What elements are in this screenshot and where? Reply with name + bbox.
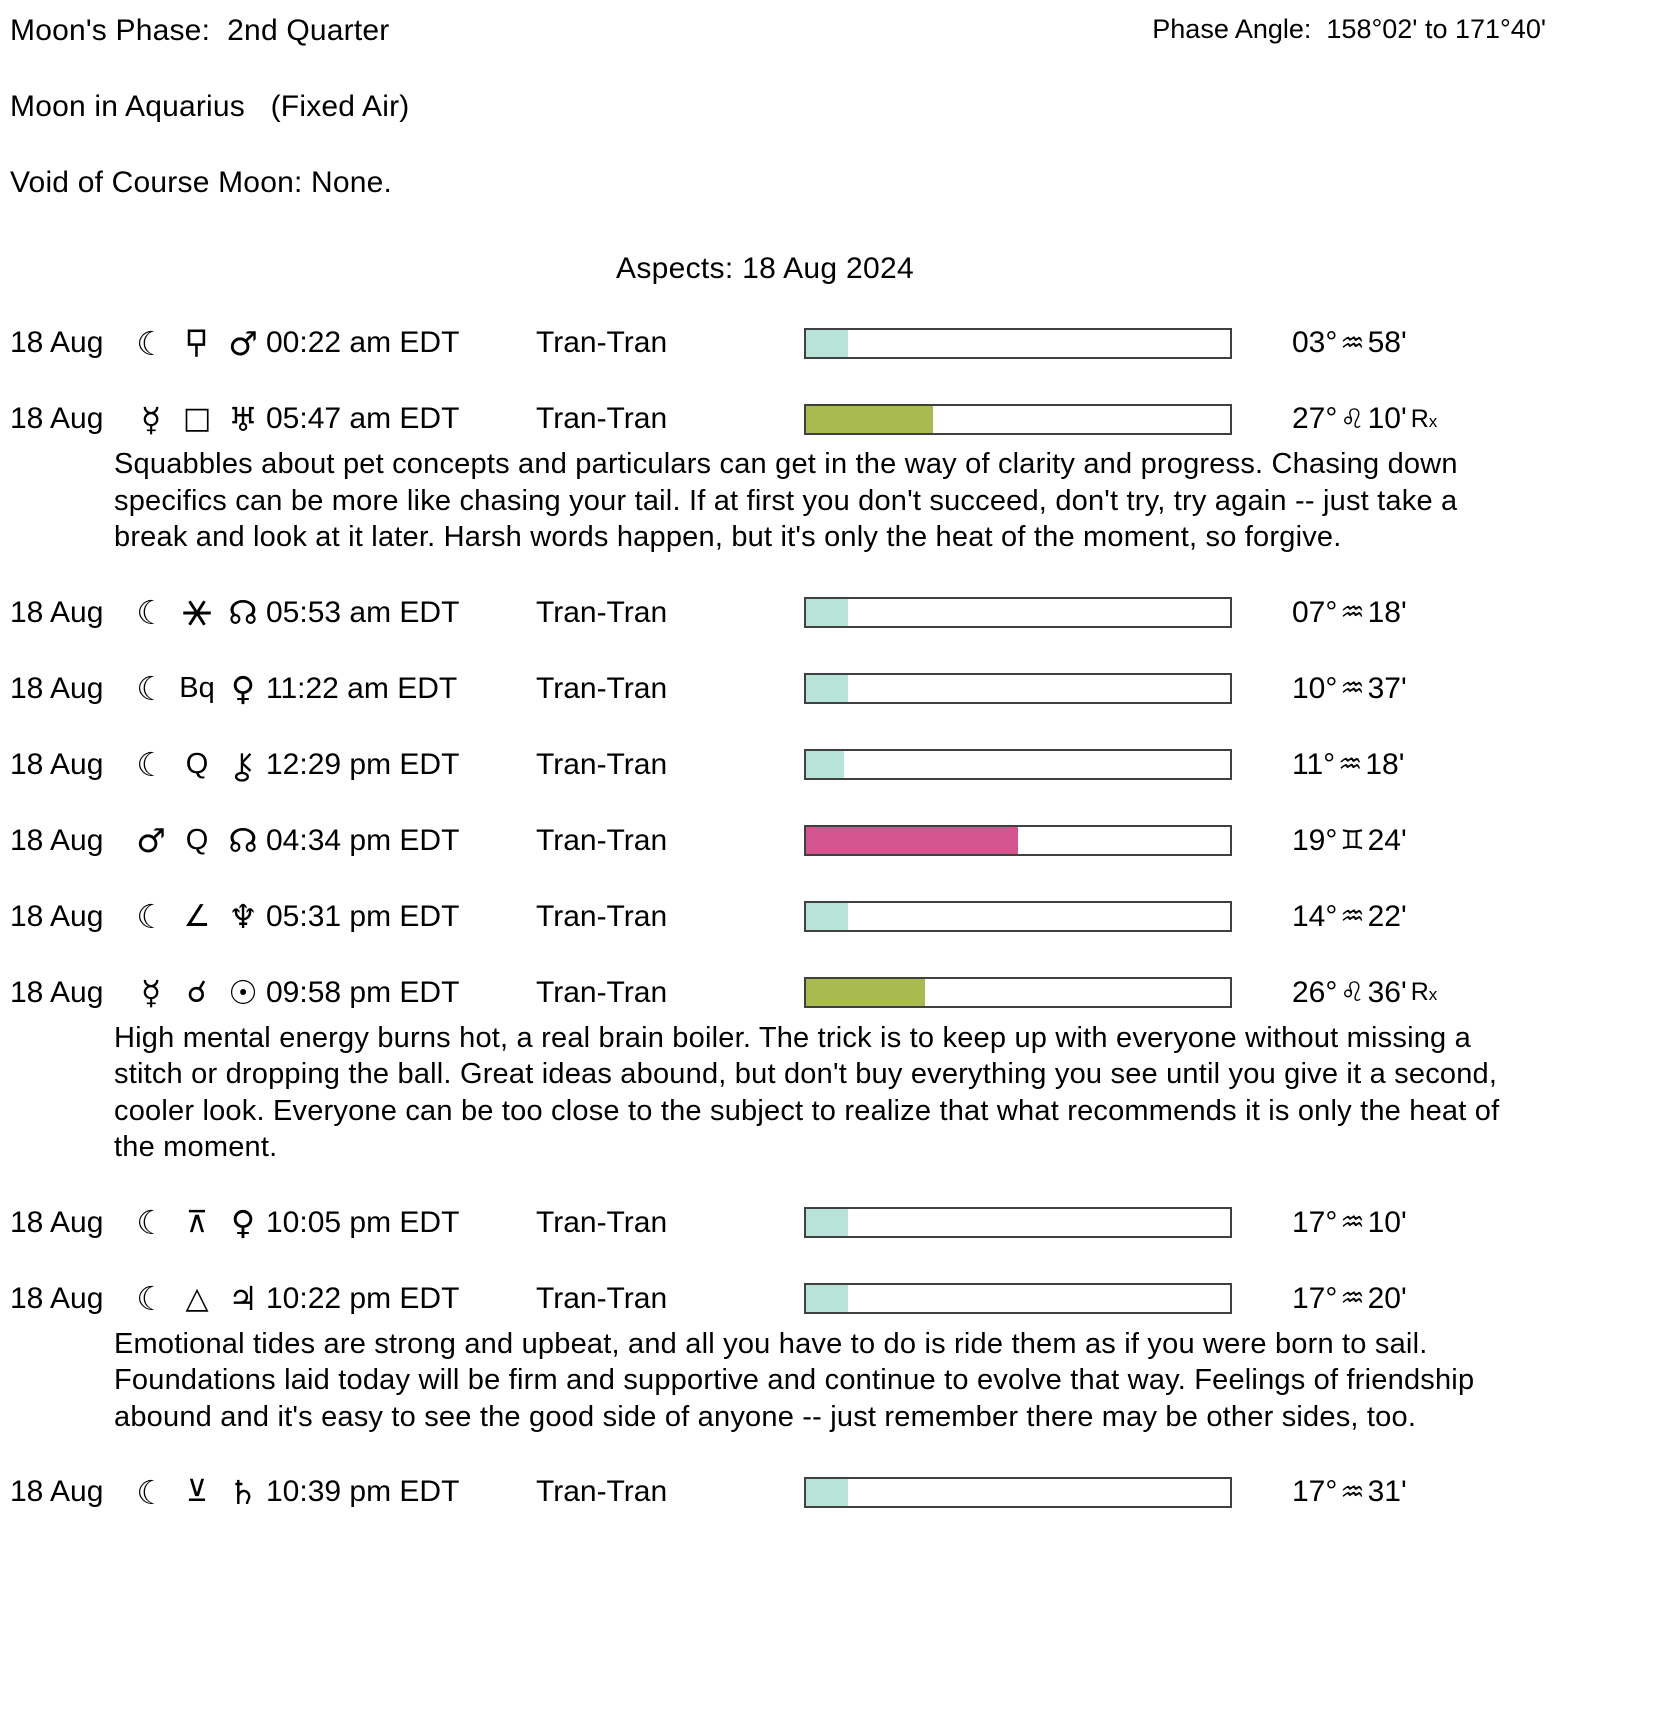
north-node-icon: ☊: [228, 593, 258, 632]
venus-icon: ♀: [230, 1203, 256, 1242]
retrograde-icon-sub: x: [1428, 985, 1438, 1004]
position-minutes: 18': [1365, 747, 1405, 781]
orb-progress-bar: [804, 1283, 1232, 1314]
position-minutes: 22': [1367, 899, 1407, 933]
aspect-entry: [10, 1473, 1520, 1511]
uranus-icon: ♅: [228, 399, 258, 439]
aspect-date: 18 Aug: [10, 899, 104, 933]
orb-progress-fill: [806, 751, 844, 778]
aspect-date: 18 Aug: [10, 595, 104, 629]
position-degrees: 17°: [1292, 1205, 1338, 1239]
aspect-date: 18 Aug: [10, 1281, 104, 1315]
aspect-position: [1292, 1206, 1407, 1240]
north-node-icon: ☊: [228, 821, 258, 860]
orb-progress-fill: [806, 903, 848, 930]
position-minutes: 58': [1367, 326, 1407, 359]
neptune-icon: ♆: [228, 897, 258, 936]
aspect-time: 11:22 am EDT: [266, 671, 458, 705]
mars-icon: ♂: [228, 323, 258, 363]
aspect-row: [10, 898, 1520, 936]
aspect-glyphs: [128, 1279, 266, 1318]
aspect-time: 05:53 am EDT: [266, 595, 460, 629]
retrograde-icon: Rx: [1410, 404, 1438, 433]
aspect-row: [10, 324, 1520, 362]
jupiter-icon: ♃: [228, 1279, 258, 1318]
orb-progress-fill: [806, 1479, 848, 1506]
position-minutes: 24': [1367, 823, 1407, 857]
aspect-date: 18 Aug: [10, 823, 104, 857]
position-minutes: 10': [1367, 1205, 1407, 1239]
aspect-glyphs: [128, 323, 266, 363]
position-minutes: 31': [1367, 1475, 1407, 1508]
aspect-time: 09:58 pm EDT: [266, 975, 460, 1009]
position-minutes: 18': [1367, 595, 1407, 629]
void-of-course-line: Void of Course Moon: None.: [10, 166, 393, 199]
aspect-glyphs: [128, 669, 266, 708]
aspect-type: Tran-Tran: [536, 1281, 668, 1315]
aspect-type: Tran-Tran: [536, 1475, 668, 1508]
aspect-entry: [10, 746, 1520, 784]
aspect-time: 10:22 pm EDT: [266, 1281, 460, 1315]
biquintile-icon: Bq: [179, 672, 215, 704]
retrograde-icon: Rx: [1410, 978, 1438, 1006]
orb-progress-fill: [806, 1285, 848, 1312]
aspect-row: [10, 594, 1520, 632]
aquarius-icon: ♒: [1340, 1283, 1365, 1314]
aspect-entry: [10, 324, 1520, 362]
moon-icon: ☾: [136, 1279, 166, 1318]
moon-sign-line: Moon in Aquarius (Fixed Air): [10, 90, 410, 123]
aquarius-icon: ♒: [1340, 1207, 1365, 1238]
aspect-type: Tran-Tran: [536, 402, 668, 435]
position-degrees: 10°: [1292, 671, 1338, 705]
moon-icon: ☾: [136, 323, 166, 363]
aspect-note: Emotional tides are strong and upbeat, and all you have to do is ride them as if you were born to sail. Foundations laid today will be firm and supportive and continue to evolve that way. Feelings of friendship abound and it's easy to see the good side of anyone -- just remember there may be other sides, too.: [114, 1327, 1475, 1433]
aquarius-icon: ♒: [1338, 749, 1363, 780]
aspect-time: 00:22 am EDT: [266, 326, 460, 359]
orb-progress-bar: [804, 901, 1232, 932]
position-degrees: 27°: [1292, 402, 1338, 435]
aspect-row: [10, 400, 1520, 438]
aspect-note: Squabbles about pet concepts and particulars can get in the way of clarity and progress. Chasing down specifics can be more like chasing your tail. If at first you don't succeed, don't try, try again -- just take a break and look at it later. Harsh words happen, but it's only the heat of the moment, so forgive.: [114, 448, 1458, 553]
aspect-entry: [10, 670, 1520, 708]
orb-progress-fill: [806, 406, 933, 433]
aspect-date: 18 Aug: [10, 1475, 104, 1508]
moon-icon: ☾: [136, 1472, 166, 1512]
aspect-row: [10, 1204, 1520, 1242]
orb-progress-fill: [806, 599, 848, 626]
aspect-entry: [10, 974, 1520, 1166]
aspect-glyphs: [128, 973, 266, 1012]
orb-progress-bar: [804, 825, 1232, 856]
moon-icon: ☾: [136, 745, 166, 784]
aspect-time: 12:29 pm EDT: [266, 747, 460, 781]
aspect-position: [1292, 824, 1407, 858]
aspect-position: [1292, 596, 1407, 630]
mars-icon: ♂: [136, 821, 166, 860]
aspect-position: [1292, 326, 1407, 360]
aspect-date: 18 Aug: [10, 326, 104, 359]
aspect-glyphs: [128, 399, 266, 439]
aspects-title: Aspects: 18 Aug 2024: [616, 252, 914, 285]
aspect-position: [1292, 1282, 1407, 1316]
aspect-row: [10, 670, 1520, 708]
aspect-date: 18 Aug: [10, 975, 104, 1009]
mercury-icon: ☿: [140, 973, 162, 1012]
aspect-glyphs: [128, 821, 266, 860]
orb-progress-bar: [804, 1207, 1232, 1238]
square-icon: □: [182, 401, 212, 436]
sesquiquadrate-icon: [174, 326, 220, 360]
aspect-type: Tran-Tran: [536, 975, 668, 1009]
aquarius-icon: ♒: [1340, 901, 1365, 932]
aspect-time: 10:39 pm EDT: [266, 1475, 460, 1508]
leo-icon: ♌: [1340, 977, 1365, 1008]
aspect-position: [1292, 748, 1404, 782]
aspect-glyphs: [128, 593, 266, 632]
aspect-entry: [10, 594, 1520, 632]
aspect-date: 18 Aug: [10, 671, 104, 705]
orb-progress-bar: [804, 597, 1232, 628]
aspect-type: Tran-Tran: [536, 1205, 668, 1239]
orb-progress-fill: [806, 675, 848, 702]
position-degrees: 17°: [1292, 1281, 1338, 1315]
position-degrees: 11°: [1292, 747, 1336, 781]
aspect-position: [1292, 1475, 1407, 1509]
aspect-note: High mental energy burns hot, a real brain boiler. The trick is to keep up with everyone without missing a stitch or dropping the ball. Great ideas abound, but don't buy everything you see until you give it a second, cooler look. Everyone can be too close to the subject to realize that what recommends it is only the heat of the moment.: [114, 1021, 1500, 1163]
orb-progress-bar: [804, 749, 1232, 780]
retrograde-icon-sub: x: [1428, 411, 1438, 431]
aspect-glyphs: [128, 897, 266, 936]
aspect-entry: [10, 1204, 1520, 1242]
aspect-type: Tran-Tran: [536, 899, 668, 933]
gemini-icon: ♊: [1340, 825, 1365, 856]
aspect-row: [10, 746, 1520, 784]
aspect-time: 04:34 pm EDT: [266, 823, 460, 857]
trine-icon: △: [185, 1280, 209, 1316]
position-minutes: 37': [1367, 671, 1407, 705]
position-degrees: 03°: [1292, 326, 1338, 359]
orb-progress-bar: [804, 673, 1232, 704]
aspect-type: Tran-Tran: [536, 747, 668, 781]
venus-icon: ♀: [230, 669, 256, 708]
quincunx-icon: ⊼: [186, 1204, 208, 1240]
position-degrees: 26°: [1292, 975, 1338, 1009]
orb-progress-bar: [804, 977, 1232, 1008]
aspect-entry: [10, 400, 1520, 556]
leo-icon: ♌: [1340, 403, 1365, 435]
aspect-date: 18 Aug: [10, 747, 104, 781]
sun-icon: ☉: [228, 973, 258, 1012]
moon-icon: ☾: [136, 897, 166, 936]
aspect-row: [10, 974, 1520, 1012]
orb-progress-fill: [806, 979, 925, 1006]
quintile-icon: Q: [185, 824, 209, 856]
aquarius-icon: ♒: [1340, 597, 1365, 628]
position-degrees: 17°: [1292, 1475, 1338, 1508]
moon-icon: ☾: [136, 1203, 166, 1242]
aspect-date: 18 Aug: [10, 402, 104, 435]
semisextile-icon: ⊻: [186, 1474, 208, 1509]
aspect-time: 05:47 am EDT: [266, 402, 460, 435]
moon-phase-line: Moon's Phase: 2nd Quarter: [10, 14, 390, 47]
position-minutes: 10': [1367, 402, 1407, 435]
aspect-type: Tran-Tran: [536, 823, 668, 857]
aspect-type: Tran-Tran: [536, 595, 668, 629]
orb-progress-fill: [806, 330, 848, 357]
aquarius-icon: ♒: [1340, 327, 1365, 359]
aspect-type: Tran-Tran: [536, 326, 668, 359]
aspect-time: 05:31 pm EDT: [266, 899, 460, 933]
quintile-icon: Q: [185, 748, 209, 780]
moon-icon: ☾: [136, 593, 166, 632]
orb-progress-fill: [806, 827, 1018, 854]
aspect-row: [10, 822, 1520, 860]
saturn-icon: ♄: [228, 1472, 258, 1512]
orb-progress-fill: [806, 1209, 848, 1236]
orb-progress-bar: [804, 404, 1232, 435]
aspect-glyphs: [128, 1203, 266, 1242]
aspect-position: [1292, 672, 1407, 706]
mercury-icon: ☿: [140, 399, 162, 439]
conjunction-icon: ☌: [186, 974, 208, 1010]
semisquare-icon: ∠: [183, 898, 211, 934]
position-degrees: 14°: [1292, 899, 1338, 933]
position-degrees: 07°: [1292, 595, 1338, 629]
aspect-date: 18 Aug: [10, 1205, 104, 1239]
aspect-position: [1292, 976, 1437, 1010]
aspect-position: [1292, 900, 1407, 934]
aquarius-icon: ♒: [1340, 673, 1365, 704]
position-minutes: 36': [1367, 975, 1407, 1009]
aspect-entry: [10, 898, 1520, 936]
position-minutes: 20': [1367, 1281, 1407, 1315]
chiron-icon: [220, 748, 266, 782]
phase-angle-label: Phase Angle: 158°02' to 171°40': [1152, 14, 1546, 44]
orb-progress-bar: [804, 1477, 1232, 1508]
aquarius-icon: ♒: [1340, 1476, 1365, 1508]
aspect-entry: [10, 822, 1520, 860]
aspect-list: [10, 324, 1520, 1511]
aspect-position: [1292, 402, 1437, 436]
position-degrees: 19°: [1292, 823, 1338, 857]
sextile-icon: [174, 598, 220, 628]
aspect-time: 10:05 pm EDT: [266, 1205, 460, 1239]
aspect-entry: [10, 1280, 1520, 1436]
aspect-row: [10, 1280, 1520, 1318]
aspect-glyphs: [128, 745, 266, 784]
orb-progress-bar: [804, 328, 1232, 359]
aspect-type: Tran-Tran: [536, 671, 668, 705]
aspect-glyphs: [128, 1472, 266, 1512]
aspect-row: [10, 1473, 1520, 1511]
moon-icon: ☾: [136, 669, 166, 708]
